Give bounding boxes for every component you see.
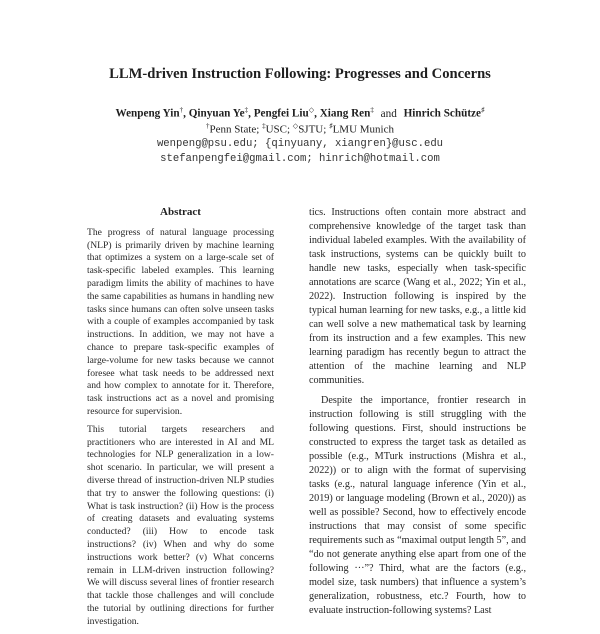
abstract-paragraph: The progress of natural language processing (NLP) is primarily driven by machine learning that optimizes a system on a large-scale set of task-specific labeled examples. This learning paradigm limits the ability of machines to have the same capabilities as humans in handling new tasks since humans can often solve unseen tasks with a couple of examples accompanied by task instructions. In addition, we may not have a chance to prepare task-specific examples of large-volume for new tasks because we cannot foresee what task needs to be addressed next and how complex to annotate for it. Therefore, task instructions act as a novel and promising resource for supervision. (87, 226, 274, 417)
affiliation-mark: ‡ (262, 122, 266, 130)
author-mark: ‡ (244, 106, 249, 114)
affiliation-name: LMU Munich (332, 123, 394, 136)
author-mark: ♯ (481, 106, 485, 114)
author-name: Pengfei Liu (253, 107, 309, 120)
paper-title: LLM-driven Instruction Following: Progresses and Concerns (109, 66, 491, 82)
author-name: Xiang Ren (319, 107, 371, 120)
abstract-heading: Abstract (160, 206, 201, 218)
body-paragraph: tics. Instructions often contain more abstract and comprehensive knowledge of the target task than individual labeled examples. With the availability of task instructions, systems can be quickly built to handle new tasks, especially when task-specific annotations are scarce (Wang et al., 2022; Yin et al., 2022). Instruction following is inspired by the typical human learning for new tasks, e.g., a little kid can well solve a new mathematical task by learning from its instruction and a few examples. This new learning paradigm has recently begun to attract the attention of the machine learning and NLP communities. (309, 207, 526, 386)
author-name: Hinrich Schütze (403, 107, 481, 120)
abstract-paragraph: This tutorial targets researchers and practitioners who are interested in AI and ML technologies for NLP generalization in a low-shot scenario. In particular, we will present a diverse thread of instruction-driven NLP studies that try to answer the following questions: (i) What is task instruction? (ii) How is the process of creating datasets and evaluating systems conducted? (iii) How to encode task instructions? (iv) When and why do some instructions work better? (v) What concerns remain in LLM-driven instruction following? We will discuss several lines of frontier research that tackle those challenges and will conclude the tutorial by outlining directions for further investigation. (87, 423, 274, 627)
body-paragraph: Despite the importance, frontier research in instruction following is still struggling with the following questions. First, should instructions be constructed to express the target task as detailed as possible (e.g., MTurk instructions (Mishra et al., 2022)) or to align with the format of supervising tasks (e.g., natural language inference (Yin et al., 2019) or language modeling (Brown et al., 2020)) as well as possible? Second, how to effectively encode instructions that may consist of some specific requirements such as “maximal output length 5”, and “do not generate anything else apart from one of the following ···”? Third, what are the factors (e.g., model size, task numbers) that influence a system’s generalization, robustness, etc.? Fourth, how to evaluate instruction-following systems? Last (309, 395, 526, 616)
and-word: and (380, 107, 397, 120)
affiliation-list (0, 122, 600, 136)
affiliation-mark: † (206, 122, 210, 130)
author-name: Qinyuan Ye (188, 107, 245, 120)
email-line: stefanpengfei@gmail.com; hinrich@hotmail.com (160, 153, 440, 165)
email-block (0, 137, 600, 167)
affiliation-mark: ◇ (292, 122, 299, 130)
author-mark: ◇ (308, 106, 315, 114)
affiliation-name: USC; (265, 123, 291, 136)
author-mark: ‡ (370, 106, 374, 114)
affiliation-name: Penn State; (209, 123, 260, 136)
right-column (309, 206, 526, 624)
author-list: Wenpeng Yin†, Qinyuan Ye‡, Pengfei Liu◇, Xiang Ren‡ and Hinrich Schütze♯ (115, 106, 485, 120)
left-column (87, 206, 274, 634)
affiliation-name: SJTU; (298, 123, 327, 136)
affiliation-mark: ♯ (329, 122, 333, 130)
author-name: Wenpeng Yin (115, 107, 180, 120)
email-line: wenpeng@psu.edu; {qinyuany, xiangren}@usc.edu (156, 138, 444, 150)
author-mark: † (179, 106, 184, 114)
